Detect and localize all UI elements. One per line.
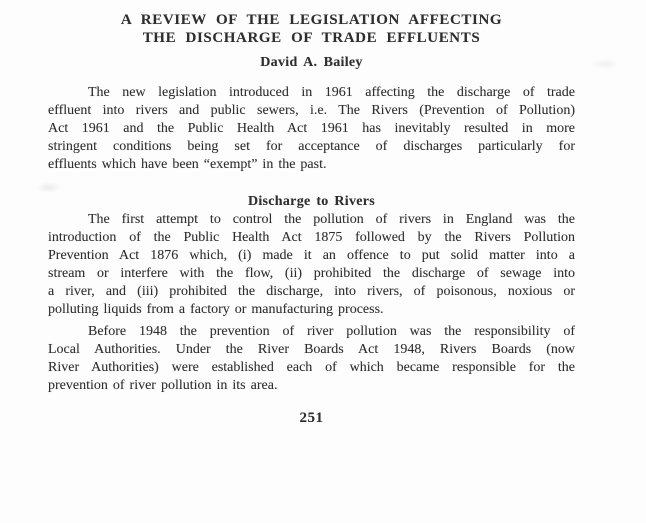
text-line: polluting liquids from a factory or manufacturing process. bbox=[48, 302, 384, 317]
text-line: Act 1961 and the Public Health Act 1961 has inevitably resulted in more bbox=[48, 121, 575, 136]
text-line: River Authorities) were established each of which became responsible for the bbox=[48, 360, 575, 375]
article-title-line-2: THE DISCHARGE OF TRADE EFFLUENTS bbox=[142, 30, 481, 46]
article-content bbox=[48, 0, 575, 427]
scan-smudge bbox=[591, 58, 619, 70]
text-line: The first attempt to control the pollution of rivers in England was the bbox=[88, 212, 575, 227]
section-heading: Discharge to Rivers bbox=[247, 194, 376, 209]
text-line: prevention of river pollution in its area. bbox=[48, 378, 278, 393]
intro-paragraph bbox=[48, 84, 575, 174]
text-line: The new legislation introduced in 1961 affecting the discharge of trade bbox=[88, 85, 575, 100]
text-line: a river, and (iii) prohibited the discharge, into rivers, of poisonous, noxious or bbox=[48, 284, 575, 299]
text-line: stream or interfere with the flow, (ii) prohibited the discharge of sewage into bbox=[48, 266, 575, 281]
text-line: Prevention Act 1876 which, (i) made it an offence to put solid matter into a bbox=[48, 248, 575, 263]
page-number: 251 bbox=[299, 410, 324, 426]
rivers-paragraph-1 bbox=[48, 211, 575, 319]
text-line: Local Authorities. Under the River Boards Act 1948, Rivers Boards (now bbox=[48, 342, 575, 357]
text-line: introduction of the Public Health Act 1875 followed by the Rivers Pollution bbox=[48, 230, 575, 245]
article-title bbox=[48, 11, 575, 47]
text-line: Before 1948 the prevention of river pollution was the responsibility of bbox=[88, 324, 575, 339]
author-byline: David A. Bailey bbox=[260, 55, 363, 70]
rivers-paragraph-2 bbox=[48, 323, 575, 395]
article-title-line-1: A REVIEW OF THE LEGISLATION AFFECTING bbox=[120, 12, 503, 28]
text-line: stringent conditions being set for acceptance of discharges particularly for bbox=[48, 139, 575, 154]
text-line: effluents which have been “exempt” in the past. bbox=[48, 157, 327, 172]
text-line: effluent into rivers and public sewers, i.e. The Rivers (Prevention of Pollution) bbox=[48, 103, 575, 118]
